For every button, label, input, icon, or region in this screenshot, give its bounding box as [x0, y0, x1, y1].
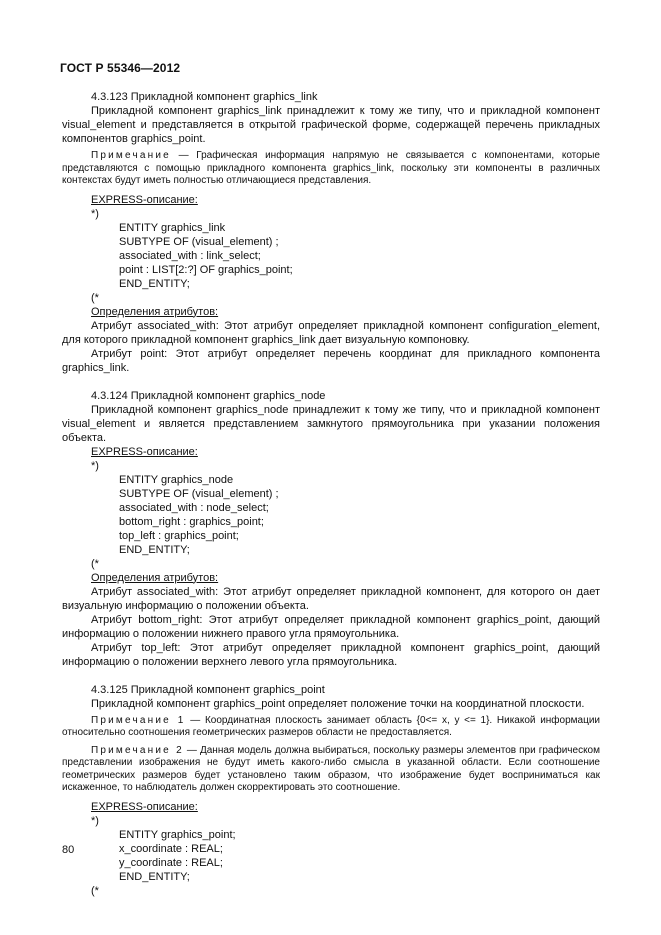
section-heading-123: 4.3.123 Прикладной компонент graphics_link	[91, 91, 318, 103]
section-paragraph-125: Прикладной компонент graphics_point определяет положение точки на координатной плоскости.	[91, 697, 585, 710]
attr-label-124: Определения атрибутов:	[91, 571, 219, 584]
section-heading-125: 4.3.125 Прикладной компонент graphics_point	[91, 683, 325, 696]
note-label: Примечание 2	[91, 744, 184, 756]
page-number: 80	[62, 844, 75, 856]
note-text: — Координатная плоскость занимает область {0<= x, y <= 1}. Никакой информации относительно соотношения геометрических размеров области не предоставляется.	[62, 714, 600, 738]
express-label-125: EXPRESS-описание:	[91, 800, 198, 813]
attr-definition: Атрибут top_left: Этот атрибут определяет прикладной компонент graphics_point, дающий информацию о положении верхнего левого угла прямоугольника.	[62, 641, 600, 668]
code-open-123: *)	[91, 207, 99, 220]
code-line: y_coordinate : REAL;	[119, 856, 223, 869]
code-line: associated_with : node_select;	[119, 501, 269, 514]
express-label-124: EXPRESS-описание:	[91, 445, 198, 458]
section-paragraph-123: Прикладной компонент graphics_link принадлежит к тому же типу, что и прикладной компонент visual_element и представляется в открытой графической форме, содержащей перечень прикладных компонентов graphics_point.	[62, 105, 600, 145]
page-content	[62, 90, 600, 898]
code-close-125: (*	[91, 884, 99, 897]
attr-label-123: Определения атрибутов:	[91, 305, 219, 318]
code-line: point : LIST[2:?] OF graphics_point;	[119, 263, 293, 276]
note-1-125	[62, 715, 600, 740]
express-label-123: EXPRESS-описание:	[91, 193, 198, 206]
note-123	[62, 150, 600, 188]
note-text: — Графическая информация напрямую не связывается с компонентами, которые представляются с помощью прикладного компонента graphics_link, поскольку эти компоненты в различных контекстах будут иметь полностью отличающиеся представления.	[62, 150, 600, 186]
attr-definition: Атрибут associated_with: Этот атрибут определяет прикладной компонент, для которого он дает визуальную информацию о положении объекта.	[62, 585, 600, 612]
code-line: associated_with : link_select;	[119, 249, 261, 262]
code-line: END_ENTITY;	[119, 277, 190, 290]
code-open-124: *)	[91, 459, 99, 472]
code-line: END_ENTITY;	[119, 870, 190, 883]
code-line: SUBTYPE OF (visual_element) ;	[119, 235, 279, 248]
document-header: ГОСТ Р 55346—2012	[60, 61, 181, 75]
code-line: ENTITY graphics_link	[119, 221, 226, 234]
code-line: ENTITY graphics_point;	[119, 828, 236, 841]
note-label: Примечание	[91, 150, 171, 161]
code-close-124: (*	[91, 557, 99, 570]
code-line: SUBTYPE OF (visual_element) ;	[119, 487, 279, 500]
attr-definition: Атрибут associated_with: Этот атрибут определяет прикладной компонент configuration_element, для которого прикладной компонент graphics_link дает визуальную компоновку.	[62, 319, 600, 346]
note-label: Примечание 1	[91, 714, 186, 726]
attr-definition: Атрибут bottom_right: Этот атрибут определяет прикладной компонент graphics_point, дающий информацию о положении нижнего правого угла прямоугольника.	[62, 613, 600, 640]
note-text: — Данная модель должна выбираться, поскольку размеры элементов при графическом представлении изображения не будут иметь какого-либо смысла в указанной области. Если соотношение геометрических размеров будет установлено таким образом, что изображение будет восприниматься как искаженное, то наблюдатель должен скорректировать это соотношение.	[62, 744, 600, 793]
code-line: top_left : graphics_point;	[119, 529, 239, 542]
code-line: x_coordinate : REAL;	[119, 842, 223, 855]
note-2-125	[62, 745, 600, 795]
code-line: bottom_right : graphics_point;	[119, 515, 264, 528]
attr-definition: Атрибут point: Этот атрибут определяет перечень координат для прикладного компонента graphics_link.	[62, 347, 600, 374]
section-paragraph-124: Прикладной компонент graphics_node принадлежит к тому же типу, что и прикладной компонент visual_element и является представлением замкнутого прямоугольника при указании положения объекта.	[62, 403, 600, 444]
code-line: END_ENTITY;	[119, 543, 190, 556]
section-heading-124: 4.3.124 Прикладной компонент graphics_node	[91, 389, 326, 402]
code-close-123: (*	[91, 291, 99, 304]
code-line: ENTITY graphics_node	[119, 473, 234, 486]
code-open-125: *)	[91, 814, 99, 827]
